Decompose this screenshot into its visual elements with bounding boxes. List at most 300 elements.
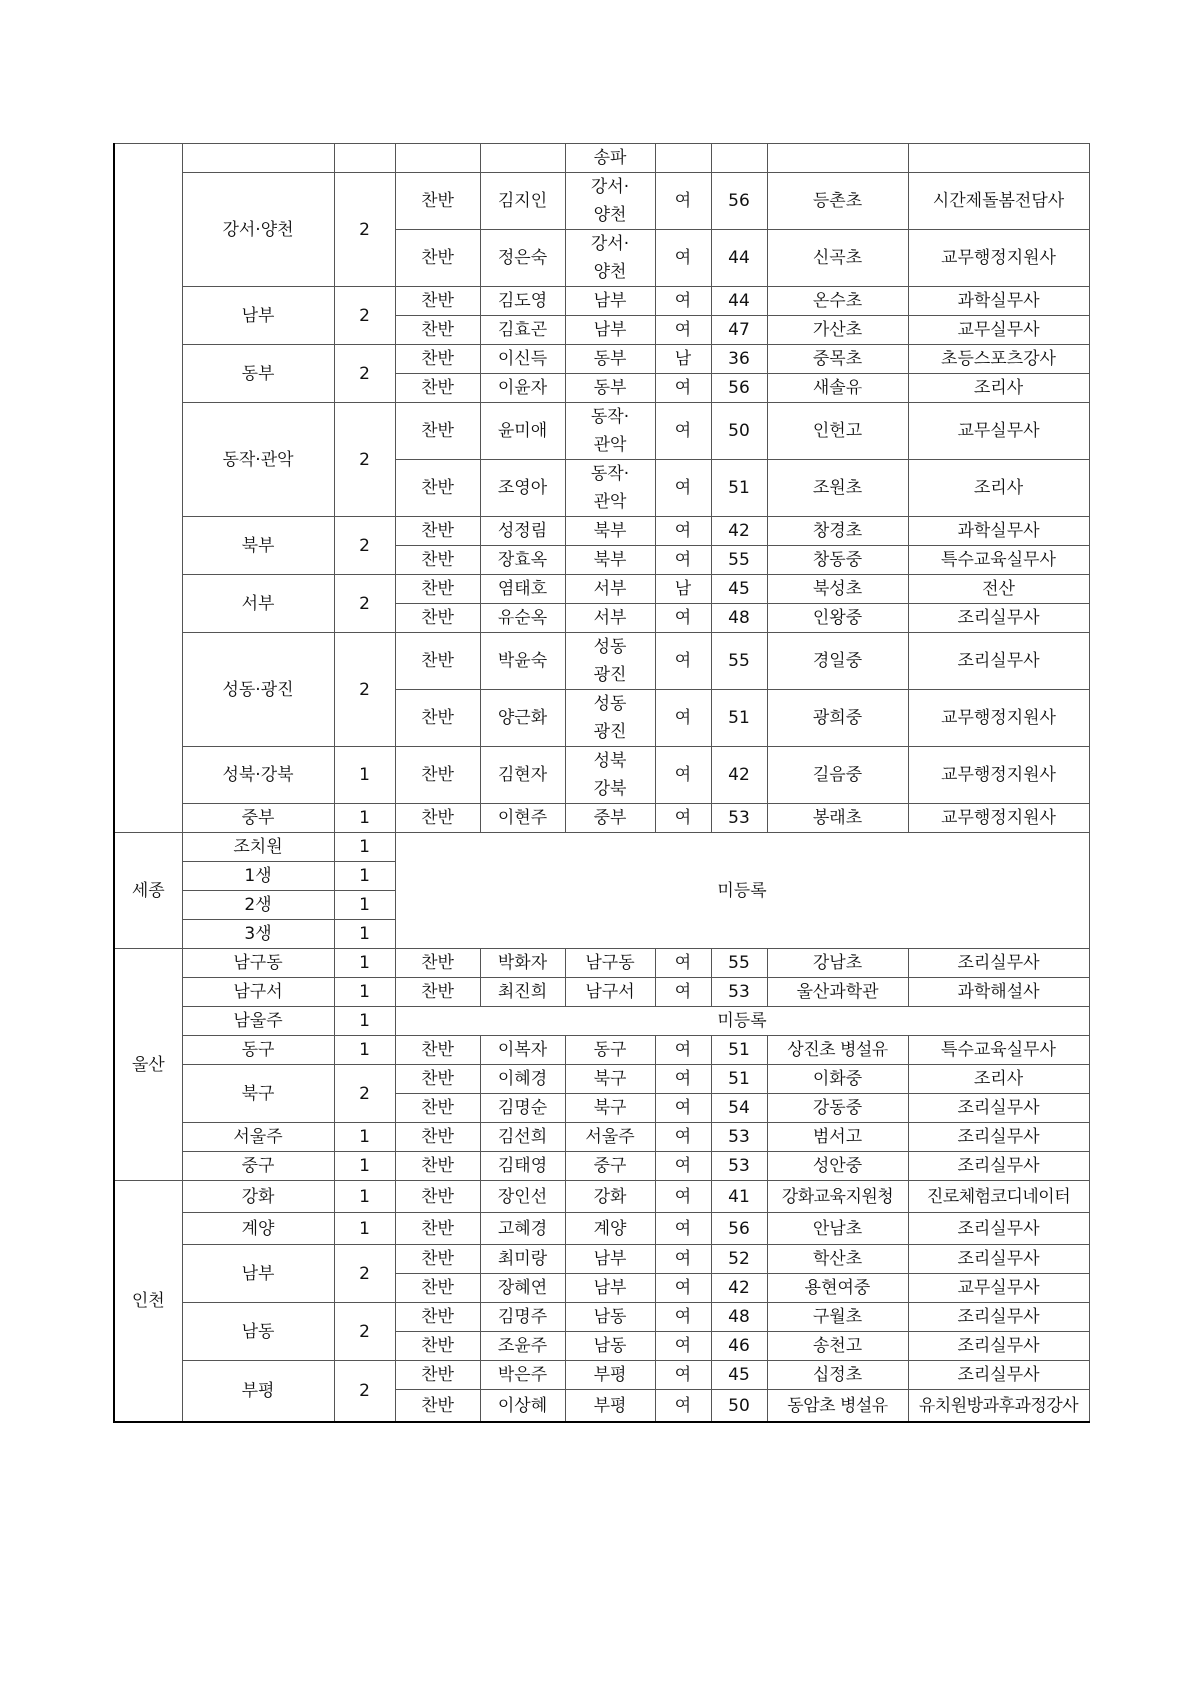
class-cell: 찬반 (395, 1274, 480, 1303)
class-cell: 찬반 (395, 546, 480, 575)
school-cell: 신곡초 (767, 230, 908, 287)
dept-cell (565, 173, 655, 230)
school-cell: 길음중 (767, 747, 908, 804)
dept-cell (565, 1036, 655, 1065)
school-cell: 광희중 (767, 690, 908, 747)
sex-cell: 여 (655, 1123, 711, 1152)
sex-cell: 여 (655, 1036, 711, 1065)
age-cell: 48 (711, 604, 767, 633)
region-cell (114, 144, 182, 833)
school-cell: 송천고 (767, 1332, 908, 1361)
dept-line: 서부 (593, 579, 627, 599)
class-cell: 찬반 (395, 517, 480, 546)
sex-cell: 여 (655, 1390, 711, 1423)
table-row (114, 1152, 1089, 1181)
count-cell: 1 (334, 920, 395, 949)
name-cell: 윤미애 (480, 403, 565, 460)
unregistered-cell: 미등록 (395, 1007, 1089, 1036)
table-row (114, 144, 1089, 173)
sex-cell: 여 (655, 1213, 711, 1245)
job-cell: 교무행정지원사 (908, 747, 1089, 804)
job-cell: 유치원방과후과정강사 (908, 1390, 1089, 1423)
dept-cell (565, 633, 655, 690)
count-cell: 1 (334, 1152, 395, 1181)
dept-line: 중부 (593, 808, 627, 828)
age-cell: 51 (711, 460, 767, 517)
job-cell: 과학실무사 (908, 287, 1089, 316)
dept-line: 강화 (593, 1186, 627, 1207)
job-cell: 교무실무사 (908, 1274, 1089, 1303)
unregistered-cell: 미등록 (395, 833, 1089, 949)
name-cell: 이신득 (480, 345, 565, 374)
age-cell: 55 (711, 633, 767, 690)
class-cell: 찬반 (395, 403, 480, 460)
school-cell: 성안중 (767, 1152, 908, 1181)
job-cell: 교무행정지원사 (908, 230, 1089, 287)
dept-cell (565, 144, 655, 173)
dept-cell (565, 1361, 655, 1390)
office-cell: 부평 (182, 1361, 334, 1423)
job-cell: 조리실무사 (908, 1245, 1089, 1274)
member-table (113, 143, 1090, 1423)
age-cell: 51 (711, 690, 767, 747)
dept-cell (565, 1123, 655, 1152)
count-cell: 1 (334, 1036, 395, 1065)
sex-cell: 여 (655, 374, 711, 403)
office-cell: 북부 (182, 517, 334, 575)
class-cell: 찬반 (395, 1181, 480, 1213)
class-cell: 찬반 (395, 1332, 480, 1361)
table-row (114, 1036, 1089, 1065)
table-row (114, 287, 1089, 316)
name-cell: 유순옥 (480, 604, 565, 633)
dept-line: 광진 (593, 722, 627, 742)
count-cell: 1 (334, 978, 395, 1007)
age-cell: 46 (711, 1332, 767, 1361)
dept-cell (565, 804, 655, 833)
dept-line: 중구 (593, 1156, 627, 1176)
name-cell: 김선희 (480, 1123, 565, 1152)
dept-line: 북구 (593, 1098, 627, 1118)
name-cell: 이윤자 (480, 374, 565, 403)
dept-cell (565, 230, 655, 287)
sex-cell: 여 (655, 633, 711, 690)
school-cell: 중목초 (767, 345, 908, 374)
school-cell: 상진초 병설유 (767, 1036, 908, 1065)
class-cell: 찬반 (395, 747, 480, 804)
sex-cell: 여 (655, 403, 711, 460)
school-cell: 구월초 (767, 1303, 908, 1332)
count-cell: 2 (334, 403, 395, 517)
job-cell: 특수교육실무사 (908, 1036, 1089, 1065)
office-cell: 남구동 (182, 949, 334, 978)
name-cell: 김태영 (480, 1152, 565, 1181)
office-cell: 중구 (182, 1152, 334, 1181)
job-cell: 조리실무사 (908, 633, 1089, 690)
sex-cell: 남 (655, 575, 711, 604)
age-cell: 54 (711, 1094, 767, 1123)
table-row (114, 804, 1089, 833)
dept-line: 강서· (590, 234, 630, 254)
table-row (114, 173, 1089, 230)
job-cell: 특수교육실무사 (908, 546, 1089, 575)
office-cell: 남동 (182, 1303, 334, 1361)
dept-line: 성북 (593, 751, 627, 771)
table-row (114, 1007, 1089, 1036)
name-cell: 양근화 (480, 690, 565, 747)
table-row (114, 345, 1089, 374)
dept-cell (565, 316, 655, 345)
sex-cell: 여 (655, 1303, 711, 1332)
name-cell: 박화자 (480, 949, 565, 978)
class-cell: 찬반 (395, 460, 480, 517)
school-cell: 울산과학관 (767, 978, 908, 1007)
count-cell: 1 (334, 891, 395, 920)
age-cell: 48 (711, 1303, 767, 1332)
count-cell: 1 (334, 1007, 395, 1036)
name-cell: 최진희 (480, 978, 565, 1007)
dept-line: 남구동 (585, 953, 635, 973)
school-cell: 북성초 (767, 575, 908, 604)
school-cell: 용현여중 (767, 1274, 908, 1303)
age-cell: 45 (711, 575, 767, 604)
count-cell: 1 (334, 833, 395, 862)
dept-line: 성동 (593, 694, 627, 714)
office-cell: 서부 (182, 575, 334, 633)
school-cell: 동암초 병설유 (767, 1390, 908, 1423)
office-cell: 강화 (182, 1181, 334, 1213)
class-cell: 찬반 (395, 173, 480, 230)
dept-cell (565, 1065, 655, 1094)
class-cell: 찬반 (395, 1123, 480, 1152)
table-row (114, 1361, 1089, 1390)
sex-cell: 여 (655, 517, 711, 546)
count-cell: 2 (334, 517, 395, 575)
dept-line: 송파 (593, 148, 627, 168)
office-cell: 남구서 (182, 978, 334, 1007)
age-cell: 55 (711, 949, 767, 978)
region-cell: 울산 (114, 949, 182, 1181)
table-row (114, 1303, 1089, 1332)
count-cell: 1 (334, 804, 395, 833)
sex-cell: 여 (655, 287, 711, 316)
dept-line: 남부 (593, 320, 627, 340)
job-cell: 시간제돌봄전담사 (908, 173, 1089, 230)
sex-cell: 여 (655, 1152, 711, 1181)
dept-cell (565, 1094, 655, 1123)
dept-line: 남동 (593, 1336, 627, 1356)
dept-cell (565, 374, 655, 403)
name-cell: 김명주 (480, 1303, 565, 1332)
job-cell: 조리실무사 (908, 1094, 1089, 1123)
dept-line: 남부 (593, 1249, 627, 1269)
office-cell: 동구 (182, 1036, 334, 1065)
dept-cell (565, 546, 655, 575)
name-cell: 성정림 (480, 517, 565, 546)
sex-cell: 여 (655, 1181, 711, 1213)
sex-cell (655, 144, 711, 173)
age-cell: 44 (711, 230, 767, 287)
school-cell: 조원초 (767, 460, 908, 517)
job-cell: 조리실무사 (908, 1213, 1089, 1245)
class-cell: 찬반 (395, 1390, 480, 1423)
dept-line: 양천 (593, 205, 627, 225)
class-cell (395, 144, 480, 173)
class-cell: 찬반 (395, 1213, 480, 1245)
age-cell: 52 (711, 1245, 767, 1274)
name-cell (480, 144, 565, 173)
age-cell: 53 (711, 978, 767, 1007)
dept-cell (565, 1152, 655, 1181)
office-cell: 남울주 (182, 1007, 334, 1036)
dept-line: 북부 (593, 550, 627, 570)
table-row (114, 575, 1089, 604)
sex-cell: 여 (655, 460, 711, 517)
dept-line: 남부 (593, 291, 627, 311)
office-cell: 성북·강북 (182, 747, 334, 804)
class-cell: 찬반 (395, 1036, 480, 1065)
sex-cell: 여 (655, 1332, 711, 1361)
office-cell: 계양 (182, 1213, 334, 1245)
age-cell: 45 (711, 1361, 767, 1390)
sex-cell: 여 (655, 1094, 711, 1123)
dept-line: 강서· (590, 177, 630, 197)
table-row (114, 949, 1089, 978)
class-cell: 찬반 (395, 1152, 480, 1181)
dept-line: 동작· (590, 464, 630, 484)
job-cell: 교무행정지원사 (908, 804, 1089, 833)
dept-line: 계양 (593, 1218, 627, 1239)
school-cell: 창경초 (767, 517, 908, 546)
table-row (114, 833, 1089, 862)
dept-line: 관악 (593, 435, 627, 455)
office-cell: 남부 (182, 1245, 334, 1303)
sex-cell: 여 (655, 747, 711, 804)
dept-cell (565, 690, 655, 747)
school-cell: 가산초 (767, 316, 908, 345)
count-cell: 2 (334, 1361, 395, 1423)
age-cell: 36 (711, 345, 767, 374)
sex-cell: 여 (655, 1065, 711, 1094)
dept-line: 동작· (590, 407, 630, 427)
class-cell: 찬반 (395, 287, 480, 316)
dept-cell (565, 1303, 655, 1332)
sex-cell: 여 (655, 1245, 711, 1274)
job-cell: 조리실무사 (908, 1361, 1089, 1390)
class-cell: 찬반 (395, 1094, 480, 1123)
dept-cell (565, 1332, 655, 1361)
dept-line: 동부 (593, 378, 627, 398)
dept-cell (565, 1390, 655, 1423)
office-cell: 3생 (182, 920, 334, 949)
sex-cell: 남 (655, 345, 711, 374)
class-cell: 찬반 (395, 575, 480, 604)
dept-line: 동구 (593, 1040, 627, 1060)
count-cell: 1 (334, 862, 395, 891)
name-cell: 고혜경 (480, 1213, 565, 1245)
name-cell: 이혜경 (480, 1065, 565, 1094)
count-cell: 2 (334, 1065, 395, 1123)
name-cell: 장혜연 (480, 1274, 565, 1303)
region-cell: 세종 (114, 833, 182, 949)
class-cell: 찬반 (395, 1303, 480, 1332)
age-cell: 42 (711, 1274, 767, 1303)
dept-cell (565, 1245, 655, 1274)
age-cell: 53 (711, 1152, 767, 1181)
dept-cell (565, 575, 655, 604)
school-cell: 강화교육지원청 (767, 1181, 908, 1213)
dept-line: 북부 (593, 521, 627, 541)
school-cell: 인왕중 (767, 604, 908, 633)
name-cell: 박윤숙 (480, 633, 565, 690)
age-cell (711, 144, 767, 173)
office-cell: 조치원 (182, 833, 334, 862)
school-cell: 학산초 (767, 1245, 908, 1274)
job-cell: 조리사 (908, 460, 1089, 517)
office-cell: 강서·양천 (182, 173, 334, 287)
class-cell: 찬반 (395, 949, 480, 978)
age-cell: 56 (711, 374, 767, 403)
dept-line: 부평 (593, 1395, 627, 1416)
class-cell: 찬반 (395, 345, 480, 374)
office-cell: 1생 (182, 862, 334, 891)
table-row (114, 1213, 1089, 1245)
age-cell: 53 (711, 1123, 767, 1152)
dept-line: 남동 (593, 1307, 627, 1327)
table-row (114, 1181, 1089, 1213)
dept-cell (565, 604, 655, 633)
count-cell: 1 (334, 1213, 395, 1245)
sex-cell: 여 (655, 690, 711, 747)
age-cell: 44 (711, 287, 767, 316)
sex-cell: 여 (655, 230, 711, 287)
dept-cell (565, 1213, 655, 1245)
sex-cell: 여 (655, 173, 711, 230)
age-cell: 50 (711, 1390, 767, 1423)
dept-cell (565, 460, 655, 517)
job-cell: 초등스포츠강사 (908, 345, 1089, 374)
count-cell: 2 (334, 287, 395, 345)
age-cell: 47 (711, 316, 767, 345)
sex-cell: 여 (655, 804, 711, 833)
job-cell: 과학해설사 (908, 978, 1089, 1007)
dept-line: 북구 (593, 1069, 627, 1089)
dept-line: 서울주 (585, 1127, 635, 1147)
job-cell: 교무행정지원사 (908, 690, 1089, 747)
name-cell: 이상혜 (480, 1390, 565, 1423)
age-cell: 51 (711, 1036, 767, 1065)
sex-cell: 여 (655, 316, 711, 345)
job-cell: 전산 (908, 575, 1089, 604)
name-cell: 김효곤 (480, 316, 565, 345)
table-row (114, 1245, 1089, 1274)
job-cell: 과학실무사 (908, 517, 1089, 546)
sex-cell: 여 (655, 546, 711, 575)
class-cell: 찬반 (395, 230, 480, 287)
class-cell: 찬반 (395, 804, 480, 833)
count-cell: 1 (334, 1181, 395, 1213)
class-cell: 찬반 (395, 1245, 480, 1274)
age-cell: 56 (711, 1213, 767, 1245)
dept-cell (565, 345, 655, 374)
name-cell: 최미랑 (480, 1245, 565, 1274)
age-cell: 53 (711, 804, 767, 833)
office-cell: 중부 (182, 804, 334, 833)
office-cell: 성동·광진 (182, 633, 334, 747)
class-cell: 찬반 (395, 316, 480, 345)
age-cell: 42 (711, 517, 767, 546)
office-cell: 동작·관악 (182, 403, 334, 517)
school-cell: 강남초 (767, 949, 908, 978)
table-row (114, 517, 1089, 546)
job-cell: 조리사 (908, 374, 1089, 403)
table-row (114, 403, 1089, 460)
class-cell: 찬반 (395, 374, 480, 403)
count-cell: 2 (334, 345, 395, 403)
office-cell (182, 144, 334, 173)
name-cell: 정은숙 (480, 230, 565, 287)
name-cell: 장인선 (480, 1181, 565, 1213)
school-cell: 경일중 (767, 633, 908, 690)
table-row (114, 1123, 1089, 1152)
dept-line: 부평 (593, 1365, 627, 1385)
dept-cell (565, 978, 655, 1007)
office-cell: 2생 (182, 891, 334, 920)
school-cell: 인헌고 (767, 403, 908, 460)
class-cell: 찬반 (395, 978, 480, 1007)
dept-cell (565, 403, 655, 460)
dept-line: 서부 (593, 608, 627, 628)
dept-cell (565, 1181, 655, 1213)
job-cell: 진로체험코디네이터 (908, 1181, 1089, 1213)
name-cell: 김명순 (480, 1094, 565, 1123)
job-cell: 조리실무사 (908, 604, 1089, 633)
name-cell: 김현자 (480, 747, 565, 804)
age-cell: 51 (711, 1065, 767, 1094)
count-cell: 2 (334, 575, 395, 633)
class-cell: 찬반 (395, 1361, 480, 1390)
office-cell: 서울주 (182, 1123, 334, 1152)
dept-line: 남구서 (585, 982, 635, 1002)
job-cell: 조리사 (908, 1065, 1089, 1094)
dept-cell (565, 747, 655, 804)
table-row (114, 978, 1089, 1007)
sex-cell: 여 (655, 604, 711, 633)
count-cell: 2 (334, 1303, 395, 1361)
name-cell: 조윤주 (480, 1332, 565, 1361)
dept-cell (565, 287, 655, 316)
count-cell: 1 (334, 1123, 395, 1152)
table-row (114, 747, 1089, 804)
name-cell: 장효옥 (480, 546, 565, 575)
dept-line: 관악 (593, 492, 627, 512)
count-cell: 2 (334, 1245, 395, 1303)
job-cell (908, 144, 1089, 173)
count-cell (334, 144, 395, 173)
school-cell: 등촌초 (767, 173, 908, 230)
table-row (114, 633, 1089, 690)
name-cell: 조영아 (480, 460, 565, 517)
office-cell: 남부 (182, 287, 334, 345)
job-cell: 조리실무사 (908, 1303, 1089, 1332)
school-cell: 안남초 (767, 1213, 908, 1245)
school-cell (767, 144, 908, 173)
name-cell: 이현주 (480, 804, 565, 833)
sex-cell: 여 (655, 1361, 711, 1390)
school-cell: 강동중 (767, 1094, 908, 1123)
school-cell: 온수초 (767, 287, 908, 316)
sex-cell: 여 (655, 1274, 711, 1303)
